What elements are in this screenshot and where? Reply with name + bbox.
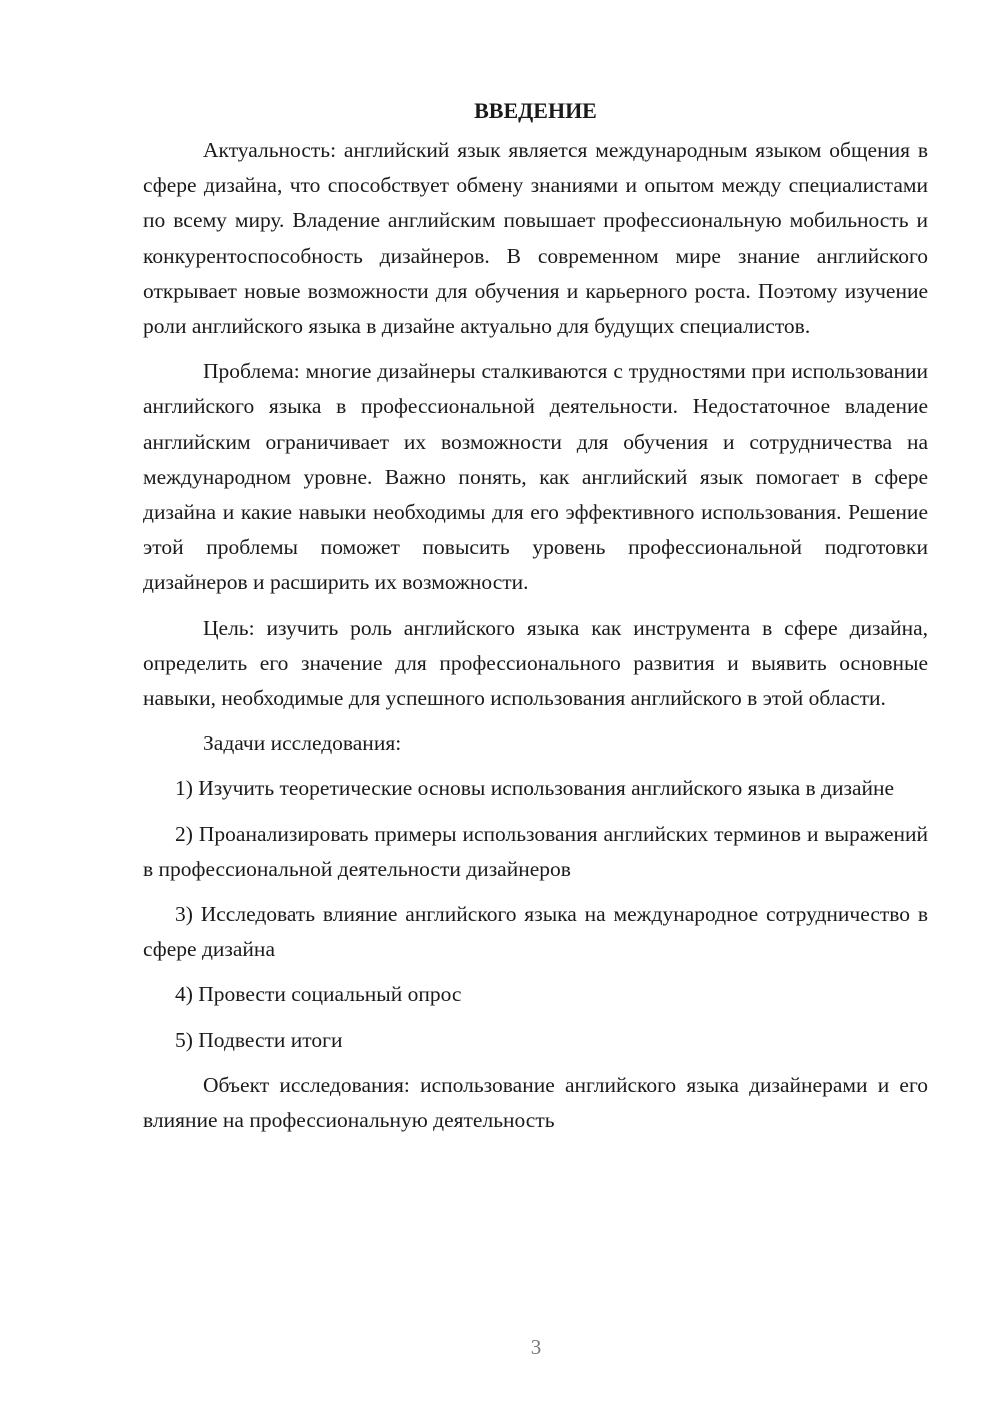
paragraph-object: Объект исследования: использование английского языка дизайнерами и его влияние на профессиональную деятельность — [143, 1072, 928, 1133]
paragraph-relevance: Актуальность: английский язык является международным языком общения в сфере дизайна, что способствует обмену знаниями и опытом между специалистами по всему миру. Владение английским повышает профессиональную мобильность и конкурентоспособность дизайнеров. В современном мире знание английского открывает новые возможности для обучения и карьерного роста. Поэтому изучение роли английского языка в дизайне актуально для будущих специалистов. — [143, 138, 928, 339]
task-item-4: 4) Провести социальный опрос — [175, 982, 462, 1007]
document-page — [143, 93, 928, 1148]
task-item-3: 3) Исследовать влияние английского языка на международное сотрудничество в сфере дизайна — [143, 902, 928, 962]
task-item-5: 5) Подвести итоги — [175, 1027, 343, 1052]
task-item-2: 2) Проанализировать примеры использования английских терминов и выражений в профессиональной деятельности дизайнеров — [143, 821, 928, 881]
paragraph-goal: Цель: изучить роль английского языка как инструмента в сфере дизайна, определить его значение для профессионального развития и выявить основные навыки, необходимые для успешного использования английского в этой области. — [143, 615, 928, 711]
task-item-1: 1) Изучить теоретические основы использования английского языка в дизайне — [175, 776, 895, 801]
tasks-heading: Задачи исследования: — [203, 731, 402, 756]
paragraph-problem: Проблема: многие дизайнеры сталкиваются с трудностями при использовании английского языка в профессиональной деятельности. Недостаточное владение английским ограничивает их возможности для обучения и сотрудничества на международном уровне. Важно понять, как английский язык помогает в сфере дизайна и какие навыки необходимы для его эффективного использования. Решение этой проблемы поможет повысить уровень профессиональной подготовки дизайнеров и расширить их возможности. — [143, 359, 928, 595]
page-number: 3 — [530, 1335, 542, 1359]
page-title: ВВЕДЕНИЕ — [474, 98, 597, 123]
